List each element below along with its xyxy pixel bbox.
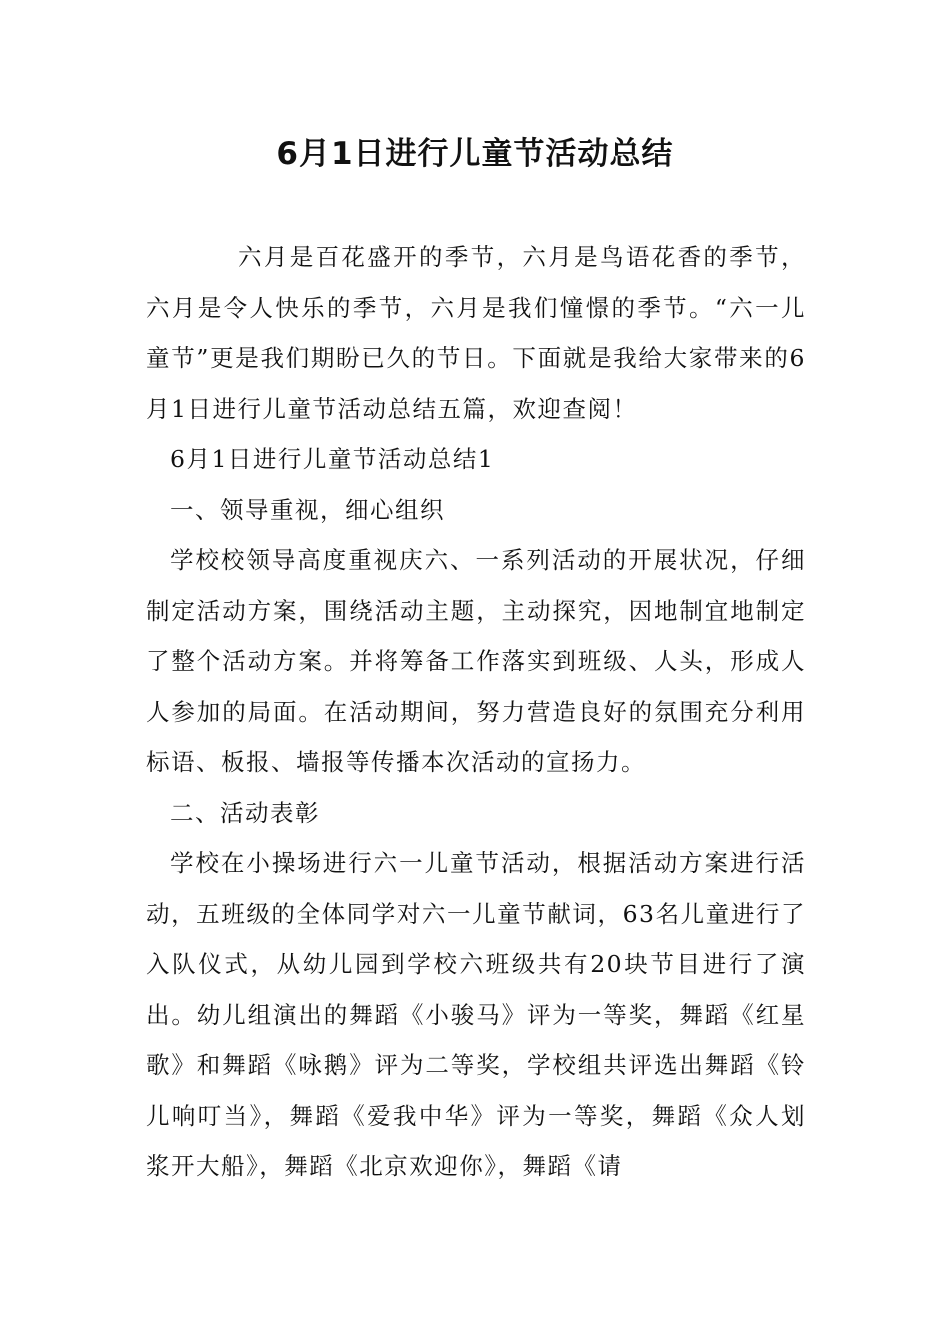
subsection-heading: 二、活动表彰 (170, 798, 320, 827)
section-heading: 6月1日进行儿童节活动总结1 (170, 445, 495, 473)
body-paragraph: 学校校领导高度重视庆六、一系列活动的开展状况，仔细制定活动方案，围绕活动主题，主动探究，因地制宜地制定了整个活动方案。并将筹备工作落实到班级、人头，形成人人参加的局面。在活动期间，努力营造良好的氛围充分利用标语、板报、墙报等传播本次活动的宣扬力。 (146, 546, 806, 776)
document-body (146, 232, 806, 1192)
subsection-heading: 一、领导重视，细心组织 (170, 495, 445, 524)
document-title: 6月1日进行儿童节活动总结 (276, 136, 674, 172)
body-paragraph: 学校在小操场进行六一儿童节活动，根据活动方案进行活动，五班级的全体同学对六一儿童节献词，63名儿童进行了入队仪式，从幼儿园到学校六班级共有20块节目进行了演出。幼儿组演出的舞蹈《小骏马》评为一等奖，舞蹈《红星歌》和舞蹈《咏鹅》评为二等奖，学校组共评选出舞蹈《铃儿响叮当》，舞蹈《爱我中华》评为一等奖，舞蹈《众人划浆开大船》，舞蹈《北京欢迎你》，舞蹈《请 (146, 849, 806, 1180)
intro-paragraph: 六月是百花盛开的季节，六月是鸟语花香的季节，六月是令人快乐的季节，六月是我们憧憬的季节。“六一儿童节”更是我们期盼已久的节日。下面就是我给大家带来的6月1日进行儿童节活动总结五篇，欢迎查阅！ (146, 243, 806, 423)
